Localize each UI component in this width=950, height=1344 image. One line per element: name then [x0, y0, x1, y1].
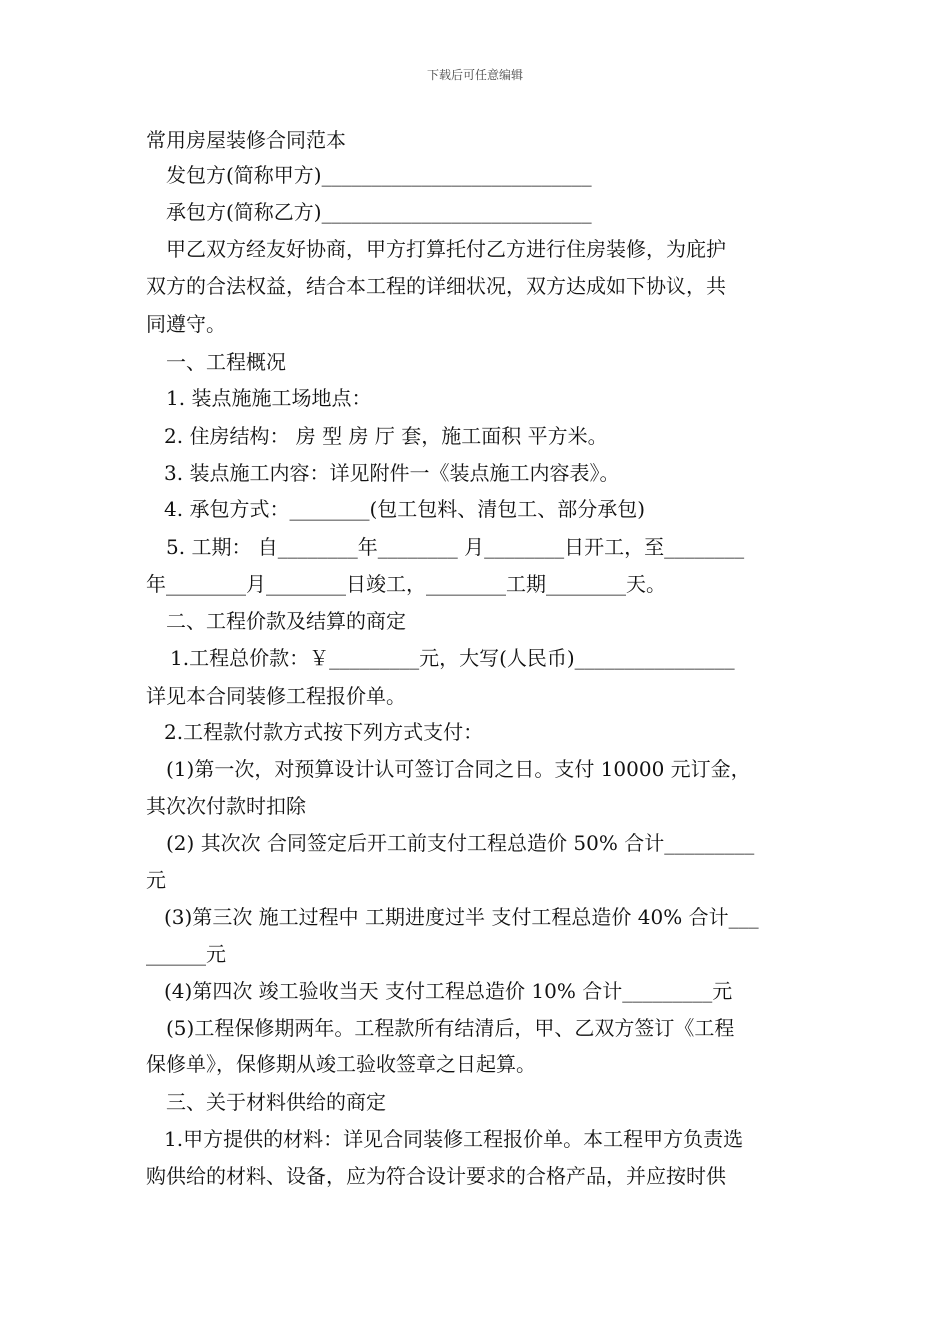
paragraph-line: 保修单》，保修期从竣工验收签章之日起算。	[146, 1052, 536, 1076]
paragraph-line: 年________月________日竣工，________工期________天。	[146, 572, 666, 596]
paragraph-line: (4)第四次 竣工验收当天 支付工程总造价 10% 合计_________元	[164, 979, 733, 1003]
paragraph-line: 元	[146, 868, 166, 892]
paragraph-line: (5)工程保修期两年。工程款所有结清后，甲、乙双方签订《工程	[166, 1016, 735, 1040]
paragraph-line: 4. 承包方式：________(包工包料、清包工、部分承包)	[164, 497, 646, 521]
paragraph-line: 1. 装点施施工场地点：	[166, 386, 372, 410]
paragraph-line: (3)第三次 施工过程中 工期进度过半 支付工程总造价 40% 合计___	[164, 905, 759, 929]
paragraph-line: 购供给的材料、设备，应为符合设计要求的合格产品，并应按时供	[146, 1164, 726, 1188]
page-header: 下载后可任意编辑	[426, 68, 523, 82]
paragraph-line: 5. 工期： 自________年________ 月________日开工，至________	[166, 535, 745, 559]
paragraph-line: 1.甲方提供的材料：详见合同装修工程报价单。本工程甲方负责选	[164, 1127, 744, 1151]
paragraph-line: 其次次付款时扣除	[146, 794, 306, 818]
paragraph-line: (2) 其次次 合同签定后开工前支付工程总造价 50% 合计_________	[166, 831, 755, 855]
paragraph-line: 2.工程款付款方式按下列方式支付：	[164, 720, 484, 744]
paragraph-line: 详见本合同装修工程报价单。	[146, 684, 406, 708]
paragraph-line: (1)第一次，对预算设计认可签订合同之日。支付 10000 元订金，	[166, 757, 751, 781]
section-heading: 三、关于材料供给的商定	[166, 1090, 386, 1114]
section-heading: 一、工程概况	[166, 350, 286, 374]
party-b-line: 承包方(简称乙方)___________________________	[166, 200, 592, 224]
paragraph-line: 3. 装点施工内容：详见附件一《装点施工内容表》。	[164, 461, 620, 485]
paragraph-line: 双方的合法权益，结合本工程的详细状况，双方达成如下协议，共	[146, 274, 726, 298]
paragraph-line: 同遵守。	[146, 312, 226, 336]
paragraph-line: 甲乙双方经友好协商，甲方打算托付乙方进行住房装修，为庇护	[166, 237, 726, 261]
section-heading: 二、工程价款及结算的商定	[166, 609, 406, 633]
document-title: 常用房屋装修合同范本	[146, 128, 346, 152]
paragraph-line: 2. 住房结构： 房 型 房 厅 套，施工面积 平方米。	[164, 424, 608, 448]
paragraph-line: 1.工程总价款：￥_________元，大写(人民币)________________	[170, 646, 735, 670]
party-a-line: 发包方(简称甲方)___________________________	[166, 163, 592, 187]
paragraph-line: ______元	[146, 942, 226, 966]
